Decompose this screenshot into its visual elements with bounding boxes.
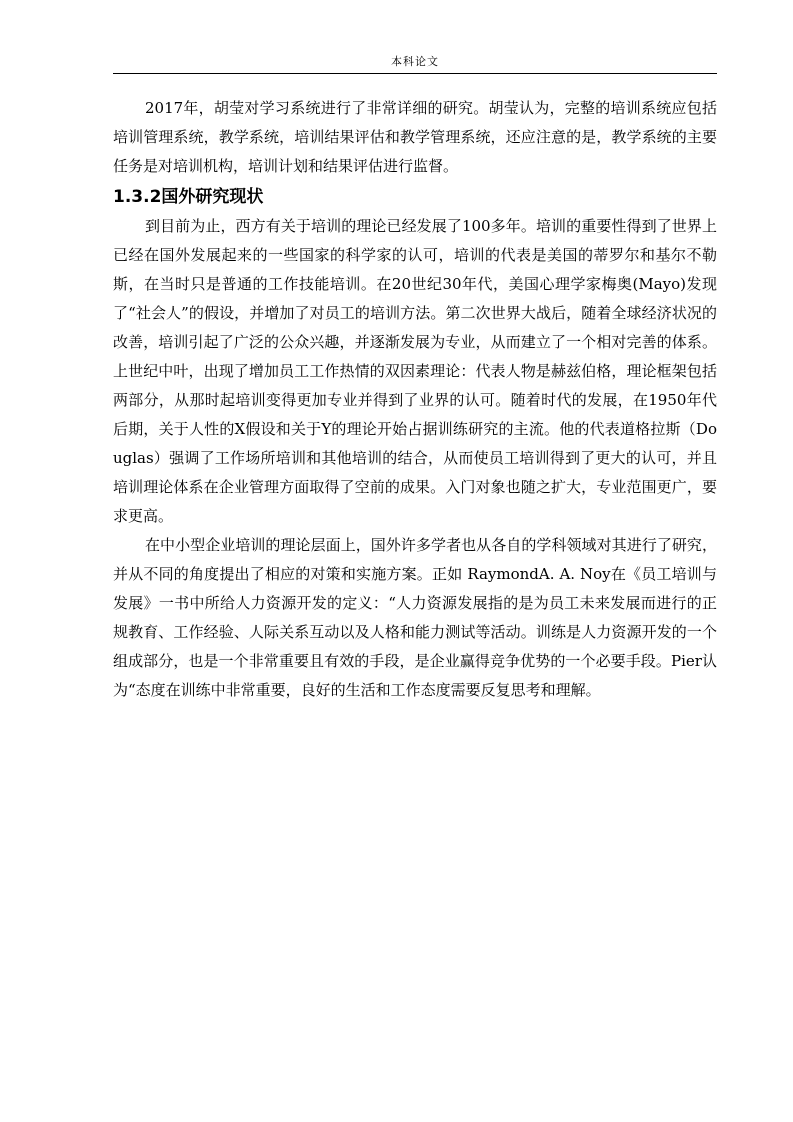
paragraph: 到目前为止，西方有关于培训的理论已经发展了100多年。培训的重要性得到了世界上已经在国外发展起来的一些国家的科学家的认可，培训的代表是美国的蒂罗尔和基尔不勒斯，在当时只是普通的工作技能培训。在20世纪30年代，美国心理学家梅奥(Mayo)发现了“社会人”的假设，并增加了对员工的培训方法。第二次世界大战后，随着全球经济状况的改善，培训引起了广泛的公众兴趣，并逐渐发展为专业，从而建立了一个相对完善的体系。上世纪中叶，出现了增加员工工作热情的双因素理论：代表人物是赫兹伯格，理论框架包括两部分，从那时起培训变得更加专业并得到了业界的认可。随着时代的发展，在1950年代后期，关于人性的X假设和关于Y的理论开始占据训练研究的主流。他的代表道格拉斯（Douglas）强调了工作场所培训和其他培训的结合，从而使员工培训得到了更大的认可，并且培训理论体系在企业管理方面取得了空前的成果。入门对象也随之扩大，专业范围更广，要求更高。 xyxy=(113,217,717,525)
section-heading: 1.3.2国外研究现状 xyxy=(113,187,264,207)
paragraph: 2017年，胡莹对学习系统进行了非常详细的研究。胡莹认为，完整的培训系统应包括培训管理系统，教学系统，培训结果评估和教学管理系统，还应注意的是，教学系统的主要任务是对培训机构，培训计划和结果评估进行监督。 xyxy=(113,99,717,175)
paragraph: 在中小型企业培训的理论层面上，国外许多学者也从各自的学科领域对其进行了研究，并从不同的角度提出了相应的对策和实施方案。正如 RaymondA. A. Noy在《员工培训与发展》一书中所给人力资源开发的定义：“人力资源发展指的是为员工未来发展而进行的正规教育、工作经验、人际关系互动以及人格和能力测试等活动。训练是人力资源开发的一个组成部分，也是一个非常重要且有效的手段，是企业赢得竞争优势的一个必要手段。Pier认为“态度在训练中非常重要，良好的生活和工作态度需要反复思考和理解。 xyxy=(113,536,717,699)
body-text xyxy=(113,94,717,705)
page-header-title: 本科论文 xyxy=(391,55,439,68)
header-rule xyxy=(113,73,717,74)
